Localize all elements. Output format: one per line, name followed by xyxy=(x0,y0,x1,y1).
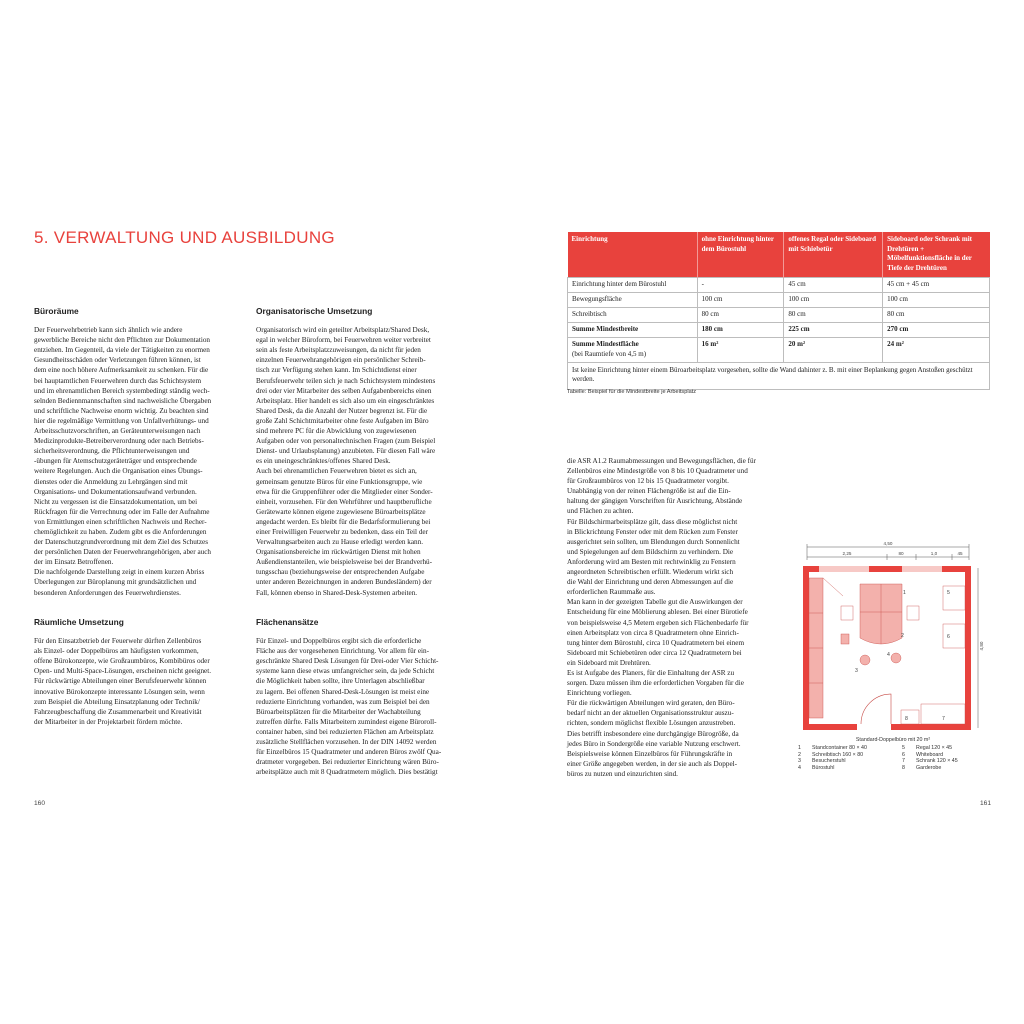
window-opening xyxy=(819,566,869,572)
legend-item: 7 Schrank 120 × 45 xyxy=(902,758,958,765)
legend-item: 1 Standcontainer 80 × 40 xyxy=(798,744,867,751)
stand-container xyxy=(907,606,919,620)
paragraph-bueroraeume: Der Feuerwehrbetrieb kann sich ähnlich wie andere gewerbliche Bereiche nicht den Pflichten zur Dokumentation entziehen. Im Gegenteil, da viele der Tätigkeiten zu enormen Gesundheitsschäden oder Verletzungen führen können, ist dem eine noch höhere Aufmerksamkeit zu schenken. Für die bei hauptamtlichen Feuerwehren durch das Schichtsystem und im ehrenamtlichen Bereich systembedingt ständig wech- selnden Bediennmannschaften sind nachweisliche Übergaben und schriftliche Nachweise enorm wichtig. Zu beachten sind hier die regelmäßige Vermittlung von Unfallverhütungs- und Arbeitsschutzvorschriften, an Geräteunterweisungen nach Medizinprodukte-Betreiberverordnung oder nach Betriebs- sicherheitsverordnung, die Pflichtunterweisungen und -übungen für Atemschutzgeräteträger und entsprechende weitere Regelungen. Auch die Organisation eines Übungs- dienstes oder die Anmeldung zu Lehrgängen sind mit Organisations- und Dokumentationsaufwand verbunden. Nicht zu vergessen ist die Einsatzdokumentation, um bei Rückfragen für die Verrechnung oder im Falle der Aufnahme von Ermittlungen einen schriftlichen Nachweis und Recher- chemöglichkeit zu haben. Zudem gibt es die Anforderungen der Datenschutzgrundverordnung mit dem Ziel des Schutzes der persönlichen Daten der Feuerwehrangehörigen, aber auch der im Einsatz Betroffenen. Die nachfolgende Darstellung zeigt in einem kurzen Abriss Überlegungen zur Büroplanung mit grundsätzlichen und besonderen Anforderungen des Feuerwehrdienstes. xyxy=(34,326,212,597)
heading-bueroraeume: Büroräume xyxy=(34,306,79,316)
legend-item: 2 Schreibtisch 160 × 80 xyxy=(798,751,864,758)
heading-raeumliche-umsetzung: Räumliche Umsetzung xyxy=(34,617,124,627)
window-opening xyxy=(902,566,942,572)
table-row-sum-width xyxy=(568,323,990,338)
plan-number: 7 xyxy=(942,716,945,722)
table-cell: 100 cm xyxy=(883,293,990,308)
table-row xyxy=(568,278,990,293)
plan-title: Standard-Doppelbüro mit 20 m² xyxy=(855,737,931,743)
column-1 xyxy=(34,306,234,598)
plan-number: 5 xyxy=(947,590,950,596)
table-row xyxy=(568,308,990,323)
dimension-b: 80 xyxy=(898,551,904,556)
office-chair xyxy=(860,655,870,665)
table-cell: Summe Mindestbreite xyxy=(568,323,698,338)
table-header-cell: Sideboard oder Schrank mit Drehtüren + Möbelfunktionsfläche in der Tiefe der Drehtüren xyxy=(883,232,990,278)
table-cell: Schreibtisch xyxy=(568,308,698,323)
table-cell: 100 cm xyxy=(784,293,883,308)
column-1-lower xyxy=(34,617,234,727)
table-header-cell: Einrichtung xyxy=(568,232,698,278)
dimension-c: 1,0 xyxy=(930,551,938,556)
plan-number: 3 xyxy=(855,668,858,674)
office-chair xyxy=(891,653,901,663)
area-label: Summe Mindestfläche xyxy=(572,340,639,349)
table-row xyxy=(568,293,990,308)
table-cell: 100 cm xyxy=(697,293,784,308)
table-header-cell: offenes Regal oder Sideboard mit Schiebetür xyxy=(784,232,883,278)
stand-container xyxy=(841,606,853,620)
legend-item: 6 Whiteboard xyxy=(902,751,944,758)
table-cell: - xyxy=(697,278,784,293)
table-row-note xyxy=(568,362,990,389)
dimension-total: 4,50 xyxy=(883,541,893,546)
paragraph-flaechenansaetze: Für Einzel- und Doppelbüros ergibt sich die erforderliche Fläche aus der vorgesehenen Einrichtung. Vor allem für ein- geschränkte Shared Desk Lösungen für Drei-oder Vier Schicht- systeme kann diese etwas umfangreicher sein, da jede Schicht die Möglichkeit haben sollte, ihre Unterlagen abschließbar zu lagern. Bei offenen Shared-Desk-Lösungen ist meist eine reduzierte Einrichtung vorhanden, was zum Beispiel bei den Büroarbeitsplätzen für die Mitarbeiter der Wachabteilung zutreffen dürfte. Falls Mitarbeitern zumindest eigene Büroroll- container haben, sind bei reduzierten Flächen am Arbeitsplatz zusätzliche Stellflächen vorzusehen. In der DIN 14092 werden für Einzelbüros 15 Quadratmeter und anderen Büros zwölf Qua- dratmeter vorgegeben. Bei reduzierter Einrichtung wären Büro- arbeitsplätze auch mit 8 Quadratmetern möglich. Dies bestätigt xyxy=(256,637,442,777)
plan-legend xyxy=(798,737,988,772)
paragraph-organisatorische-umsetzung: Organisatorisch wird ein geteilter Arbeitsplatz/Shared Desk, egal in welcher Büroform, bei Feuerwehren weiter verbreitet sein als feste Arbeitsplatzzuweisungen, da nicht für jeden einzelnen Feuerwehrangehörigen ein persönlicher Schreib- tisch zur Verfügung stehen kann. Im Schichtdienst einer Berufsfeuerwehr teilen sich je nach Schichtsystem mindestens drei oder vier Mitarbeiter des selben Aufgabenbereichs einen Arbeitsplatz. Hier handelt es sich also um ein eingeschränktes Shared Desk, da die Anzahl der Nutzer begrenzt ist. Für die große Zahl Schichtmitarbeiter ohne feste Aufgaben im Büro sind mehrere PC für die Abwicklung von zugewiesenen Aufgaben oder von personaltechnischen Fragen (zum Beispiel Dienst- und Urlaubsplanung) anzubieten. Für diesen Fall wäre es ein uneingeschränktes/offenes Shared Desk. Auch bei ehrenamtlichen Feuerwehren bietet es sich an, gemeinsam genutzte Büros für eine Funktionsgruppe, wie etwa für die Gruppenführer oder die Mitglieder einer Sonder- einheit, vorzusehen. Für den Wehrführer und hauptberufliche Gerätewarte können eigene zugewiesene Büroarbeitsplätze angedacht werden. Es bleibt für die Bedarfsformulierung bei einer Freiwilligen Feuerwehr zu bedenken, dass ein Teil der Verwaltungsarbeiten auch zu Hause erledigt werden kann. Organisationsbereiche im rückwärtigen Dienst mit hohen Außendienstanteilen, wie beispielsweise bei der Brandverhü- tungsschau (beziehungsweise der entsprechenden Aufgabe unter anderen Bezeichnungen in anderen Bundesländern) der Fall, können ebenso in Shared-Desk-Systemen arbeiten. xyxy=(256,326,436,597)
door-opening xyxy=(857,724,891,730)
table-cell: 45 cm + 45 cm xyxy=(883,278,990,293)
table-cell: 180 cm xyxy=(697,323,784,338)
table-cell: 225 cm xyxy=(784,323,883,338)
width-table xyxy=(567,232,990,390)
column-2-lower xyxy=(256,617,458,777)
heading-organisatorische-umsetzung: Organisatorische Umsetzung xyxy=(256,306,373,316)
table-cell: 24 m² xyxy=(883,338,990,362)
table-row-sum-area xyxy=(568,338,990,362)
table-cell: 80 cm xyxy=(697,308,784,323)
plan-number: 1 xyxy=(903,590,906,596)
table-cell: 270 cm xyxy=(883,323,990,338)
wardrobe xyxy=(901,710,919,724)
table-cell: Einrichtung hinter dem Bürostuhl xyxy=(568,278,698,293)
heading-flaechenansaetze: Flächenansätze xyxy=(256,617,319,627)
legend-item: 3 Besucherstuhl xyxy=(798,758,846,765)
table-note: Ist keine Einrichtung hinter einem Büroarbeitsplatz vorgesehen, sollte die Wand dahinter z. B. mit einer Beplankung gegen Anstoßen geschützt werden. xyxy=(568,362,990,389)
visitor-chair xyxy=(841,634,849,644)
table-cell xyxy=(568,338,698,362)
floor-plan xyxy=(797,538,987,734)
table-header-row xyxy=(568,232,990,278)
dimension-d: 45 xyxy=(957,551,963,556)
legend-item: 8 Garderobe xyxy=(902,765,942,772)
area-sublabel: (bei Raumtiefe von 4,5 m) xyxy=(572,349,647,358)
table-cell: 16 m² xyxy=(697,338,784,362)
plan-number: 4 xyxy=(887,652,890,658)
page-number-right: 161 xyxy=(980,800,992,807)
plan-number: 8 xyxy=(905,716,908,722)
chapter-title: 5. VERWALTUNG UND AUSBILDUNG xyxy=(34,228,335,247)
legend-item: 5 Regal 120 × 45 xyxy=(902,744,953,751)
table-cell: 80 cm xyxy=(883,308,990,323)
table-cell: 45 cm xyxy=(784,278,883,293)
paragraph-asr: die ASR A1.2 Raumabmessungen und Bewegungsflächen, die für Zellenbüros eine Mindestgröße von 8 bis 10 Quadratmeter und für Großraumbüros von 12 bis 15 Quadratmeter vorgibt. Unabhängig von der reinen Flächengröße ist auf die Ein- haltung der gängigen Vorschriften für Ausrichtung, Abstände und Flächen zu achten. Für Bildschirmarbeitsplätze gilt, dass diese möglichst nicht in Blickrichtung Fenster oder mit dem Rücken zum Fenster ausgerichtet sein sollten, um Blendungen durch Sonnenlicht und Spiegelungen auf dem Bildschirm zu verhindern. Die Anforderung wird am Besten mit rechtwinklig zu Fenstern angeordneten Schreibtischen erfüllt. Wiederum wirkt sich die Wahl der Einrichtung und deren Abmessungen auf die erforderlichen Raummaße aus. Man kann in der gezeigten Tabelle gut die Auswirkungen der Entscheidung für eine Möblierung ablesen. Bei einer Bürotiefe von beispielsweise 4,5 Metern ergeben sich Flächenbedarfe für einen Arbeitsplatz von circa 8 Quadratmetern ohne Einrich- tung hinter dem Bürostuhl, circa 10 Quadratmetern bei einem Sideboard mit Schiebetüren oder circa 12 Quadratmetern bei ein Sideboard mit Drehtüren. Es ist Aufgabe des Planers, für die Einhaltung der ASR zu sorgen. Dazu müssen ihm die erforderlichen Vorgaben für die Einrichtung vorliegen. Für die rückwärtigen Abteilungen wird geraten, den Büro- bedarf nicht an der aktuellen Organisationsstruktur auszu- richten, sondern möglichst flexible Lösungen anzustreben. Dies betrifft insbesondere eine durchgängige Bürogröße, da jedes Büro in Sondergröße eine variable Nutzung erschwert. Beispielsweise können Einzelbüros für Führungskräfte in einer Größe angegeben werden, in der sie auch als Doppel- büros zu nutzen und einzurichten sind. xyxy=(567,457,757,778)
paragraph-raeumliche-umsetzung: Für den Einsatzbetrieb der Feuerwehr dürften Zellenbüros als Einzel- oder Doppelbüros am häufigsten vorkommen, offene Bürokonzepte, wie Großraumbüros, Kombibüros oder Open- und Multi-Space-Lösungen, erscheinen nicht geeignet. Für rückwärtige Abteilungen einer Berufsfeuerwehr können innovative Bürokonzepte interessante Lösungen sein, wenn zum Beispiel die Abteilung Einsatzplanung oder Technik/ Fahrzeugbeschaffung die Zusammenarbeit und Kreativität der Mitarbeiter in der Projektarbeit fördern möchte. xyxy=(34,637,212,726)
column-2 xyxy=(256,306,458,598)
table-cell: Bewegungsfläche xyxy=(568,293,698,308)
dimension-height: 4,80 xyxy=(979,641,984,651)
dimension-a: 2,25 xyxy=(842,551,852,556)
plan-number: 6 xyxy=(947,634,950,640)
legend-item: 4 Bürostuhl xyxy=(798,765,835,772)
page-number-left: 160 xyxy=(34,800,46,807)
column-3 xyxy=(567,456,775,779)
table-cell: 80 cm xyxy=(784,308,883,323)
table-caption: Tabelle: Beispiel für die Mindestbreite je Arbeitsplatz xyxy=(567,389,697,395)
table-cell: 20 m² xyxy=(784,338,883,362)
table-header-cell: ohne Einrichtung hinter dem Bürostuhl xyxy=(697,232,784,278)
plan-number: 2 xyxy=(901,633,904,639)
